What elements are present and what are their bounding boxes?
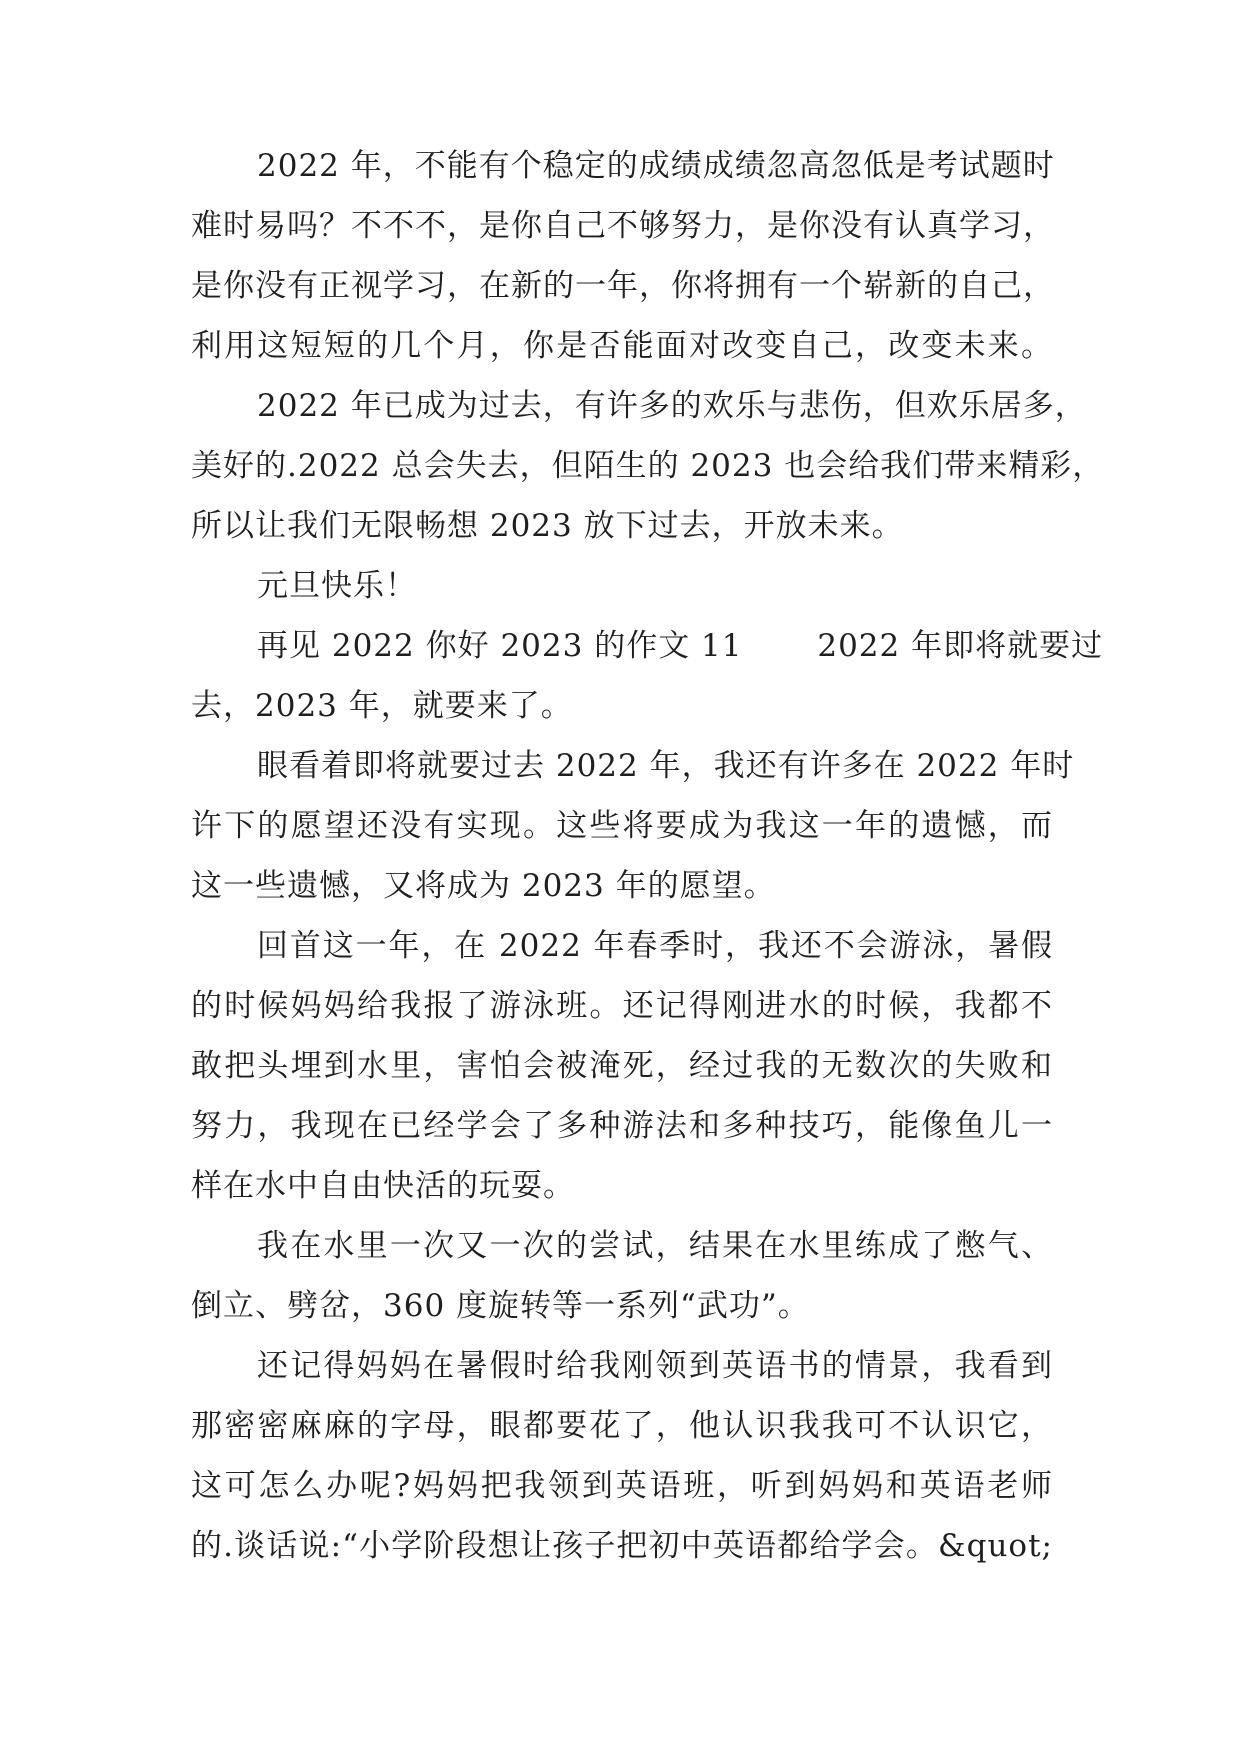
text-line: 所以让我们无限畅想 2023 放下过去，开放未来。 (191, 508, 904, 544)
text-line: 2022 年，不能有个稳定的成绩成绩忽高忽低是考试题时 (257, 148, 1055, 184)
text-line: 这一些遗憾，又将成为 2023 年的愿望。 (191, 868, 776, 904)
text-line: 美好的.2022 总会失去，但陌生的 2023 也会给我们带来精彩， (191, 448, 1105, 484)
text-line: 再见 2022 你好 2023 的作文 11 2022 年即将就要过 (257, 628, 1104, 664)
text-line: 元旦快乐！ (257, 568, 417, 604)
text-line: 还记得妈妈在暑假时给我刚领到英语书的情景，我看到 (257, 1348, 1053, 1384)
text-line: 利用这短短的几个月，你是否能面对改变自己，改变未来。 (191, 328, 1053, 364)
text-line: 这可怎么办呢?妈妈把我领到英语班，听到妈妈和英语老师 (191, 1468, 1053, 1504)
text-line: 努力，我现在已经学会了多种游法和多种技巧，能像鱼儿一 (191, 1108, 1053, 1144)
text-line: 许下的愿望还没有实现。这些将要成为我这一年的遗憾，而 (191, 808, 1053, 844)
text-line: 敢把头埋到水里，害怕会被淹死，经过我的无数次的失败和 (191, 1048, 1053, 1084)
text-line: 的.谈话说:“小学阶段想让孩子把初中英语都给学会。&quot; (191, 1528, 1053, 1564)
text-line: 去，2023 年，就要来了。 (191, 688, 573, 724)
text-line: 2022 年已成为过去，有许多的欢乐与悲伤，但欢乐居多， (257, 388, 1087, 424)
text-line: 是你没有正视学习，在新的一年，你将拥有一个崭新的自己， (191, 268, 1055, 304)
text-line: 样在水中自由快活的玩耍。 (191, 1168, 575, 1204)
text-line: 的时候妈妈给我报了游泳班。还记得刚进水的时候，我都不 (191, 988, 1053, 1024)
text-line: 那密密麻麻的字母，眼都要花了，他认识我我可不认识它， (191, 1408, 1053, 1444)
text-line: 回首这一年，在 2022 年春季时，我还不会游泳，暑假 (257, 928, 1053, 964)
text-line: 倒立、劈岔，360 度旋转等一系列“武功”。 (191, 1288, 810, 1324)
text-line: 我在水里一次又一次的尝试，结果在水里练成了憋气、 (257, 1228, 1053, 1264)
text-line: 眼看着即将就要过去 2022 年，我还有许多在 2022 年时 (257, 748, 1075, 784)
text-line: 难时易吗？不不不，是你自己不够努力，是你没有认真学习， (191, 208, 1055, 244)
